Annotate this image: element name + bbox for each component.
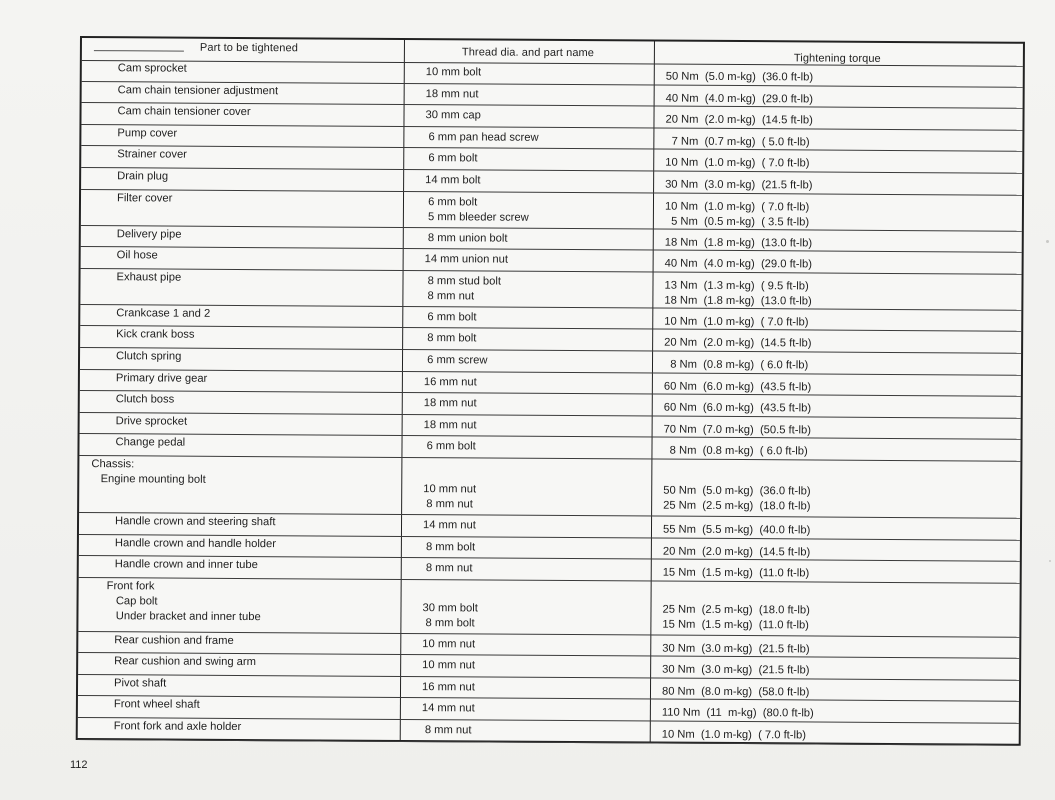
- part-text: Strainer cover: [117, 148, 187, 162]
- thread-text: 8 mm nut: [422, 562, 473, 575]
- torque-text: 10 Nm (1.0 m-kg) ( 7.0 ft-lb): [664, 315, 809, 329]
- part-cell: [116, 391, 175, 407]
- part-text: Handle crown and handle holder: [114, 536, 277, 550]
- torque-text: 20 Nm (2.0 m-kg) (14.5 ft-lb): [665, 113, 813, 127]
- torque-text: 8 Nm (0.8 m-kg) ( 6.0 ft-lb): [663, 444, 808, 458]
- torque-text: 55 Nm (5.5 m-kg) (40.0 ft-lb): [662, 523, 811, 537]
- torque-text: 15 Nm (1.5 m-kg) (11.0 ft-lb): [662, 618, 809, 632]
- thread-text: 14 mm nut: [421, 702, 475, 715]
- part-cell: [116, 327, 194, 343]
- thread-text: 10 mm nut: [422, 637, 476, 651]
- torque-table: [76, 36, 1025, 746]
- part-cell: [116, 370, 207, 387]
- part-cell: [115, 535, 276, 552]
- thread-cell: [422, 634, 475, 652]
- torque-text: 13 Nm (1.3 m-kg) ( 9.5 ft-lb): [664, 279, 809, 293]
- torque-cell: [665, 229, 812, 251]
- part-cell: [114, 632, 234, 649]
- torque-cell: [662, 678, 809, 700]
- table-row: [78, 578, 1019, 638]
- part-text: Crankcase 1 and 2: [116, 306, 211, 320]
- torque-cell: [662, 635, 809, 657]
- thread-text: 30 mm cap: [425, 109, 481, 122]
- part-text: Front fork and axle holder: [113, 720, 242, 734]
- part-text: Handle crown and steering shaft: [115, 515, 276, 529]
- part-text: Oil hose: [116, 249, 158, 262]
- torque-text: 20 Nm (2.0 m-kg) (14.5 ft-lb): [664, 336, 812, 350]
- torque-cell: [663, 538, 810, 560]
- part-text: Drain plug: [117, 170, 169, 183]
- thread-text: 14 mm nut: [422, 519, 476, 532]
- thread-text: 6 mm pan head screw: [425, 130, 539, 144]
- torque-cell: [666, 64, 813, 86]
- part-text: Pump cover: [117, 127, 178, 140]
- header-part: Part to be tightened: [199, 41, 298, 55]
- table-body: [78, 60, 1023, 745]
- thread-cell: [424, 307, 476, 325]
- torque-cell: [664, 416, 811, 438]
- part-cell: [116, 348, 181, 364]
- torque-text: 25 Nm (2.5 m-kg) (18.0 ft-lb): [662, 603, 810, 617]
- thread-cell: [425, 105, 480, 123]
- thread-cell: [422, 655, 475, 673]
- thread-text: 8 mm nut: [424, 289, 475, 303]
- torque-text: 30 Nm (3.0 m-kg) (21.5 ft-lb): [662, 663, 810, 677]
- part-text: Delivery pipe: [116, 227, 182, 241]
- part-cell: [116, 413, 188, 429]
- torque-text: 10 Nm (1.0 m-kg) ( 7.0 ft-lb): [664, 200, 810, 214]
- part-cell: [117, 247, 158, 263]
- thread-text: 5 mm bleeder screw: [424, 210, 529, 224]
- thread-text: 10 mm nut: [423, 483, 477, 496]
- part-text: Filter cover: [116, 191, 173, 205]
- torque-cell: [662, 657, 809, 679]
- thread-cell: [423, 558, 473, 576]
- part-cell: [118, 82, 279, 99]
- torque-text: 110 Nm (11 m-kg) (80.0 ft-lb): [661, 707, 814, 720]
- part-cell: [114, 718, 242, 735]
- thread-text: 10 mm nut: [422, 659, 476, 672]
- part-cell: [117, 168, 168, 184]
- torque-text: 18 Nm (1.8 m-kg) (13.0 ft-lb): [664, 236, 813, 250]
- thread-cell: [425, 170, 480, 188]
- torque-text: 25 Nm (2.5 m-kg) (18.0 ft-lb): [663, 499, 811, 513]
- part-cell: [91, 456, 206, 488]
- part-text: Kick crank boss: [116, 328, 195, 342]
- part-text: Pivot shaft: [114, 677, 167, 690]
- part-cell: [117, 147, 187, 163]
- torque-text: 7 Nm (0.7 m-kg) ( 5.0 ft-lb): [665, 135, 810, 149]
- thread-cell: [422, 677, 475, 695]
- part-cell: [117, 125, 177, 141]
- thread-cell: [426, 84, 479, 102]
- torque-text: 5 Nm (0.5 m-kg) ( 3.5 ft-lb): [664, 215, 810, 229]
- part-cell: [117, 103, 250, 120]
- torque-cell: [664, 352, 808, 374]
- part-text: Chassis:: [91, 457, 135, 471]
- torque-cell: [664, 330, 811, 352]
- thread-cell: [424, 271, 501, 304]
- part-text: Cam chain tensioner cover: [117, 105, 251, 119]
- torque-cell: [663, 560, 810, 582]
- torque-cell: [662, 722, 806, 744]
- thread-cell: [424, 415, 477, 433]
- thread-text: 8 mm stud bolt: [424, 274, 502, 288]
- header-thread: Thread dia. and part name: [461, 46, 595, 60]
- thread-text: 14 mm bolt: [425, 174, 481, 187]
- table-row: [80, 269, 1021, 311]
- torque-text: 70 Nm (7.0 m-kg) (50.5 ft-lb): [663, 423, 811, 437]
- torque-text: 8 Nm (0.8 m-kg) ( 6.0 ft-lb): [663, 358, 809, 372]
- part-text: Change pedal: [115, 436, 186, 449]
- part-cell: [115, 513, 276, 530]
- torque-cell: [664, 272, 812, 309]
- thread-cell: [425, 228, 508, 247]
- part-cell: [114, 697, 200, 714]
- thread-text: 16 mm nut: [421, 680, 475, 694]
- part-cell: [114, 654, 256, 671]
- torque-text: 18 Nm (1.8 m-kg) (13.0 ft-lb): [664, 294, 812, 308]
- part-cell: [115, 435, 185, 451]
- thread-text: 14 mm union nut: [424, 253, 509, 266]
- thread-cell: [425, 192, 529, 226]
- thread-text: 8 mm nut: [421, 724, 472, 737]
- torque-cell: [665, 251, 812, 273]
- torque-text: 50 Nm (5.0 m-kg) (36.0 ft-lb): [665, 70, 814, 84]
- thread-text: 18 mm nut: [425, 87, 479, 101]
- torque-cell: [663, 516, 810, 538]
- torque-text: 50 Nm (5.0 m-kg) (36.0 ft-lb): [663, 484, 811, 498]
- paper-speck: [1049, 560, 1051, 562]
- torque-text: 30 Nm (3.0 m-kg) (21.5 ft-lb): [665, 178, 813, 192]
- thread-cell: [423, 436, 475, 454]
- torque-text: 40 Nm (4.0 m-kg) (29.0 ft-lb): [665, 92, 814, 106]
- thread-text: 18 mm nut: [423, 418, 477, 432]
- part-cell: [117, 190, 172, 206]
- table-row: [81, 190, 1022, 232]
- part-text: Clutch spring: [116, 350, 182, 363]
- part-cell: [118, 60, 187, 76]
- torque-text: 60 Nm (6.0 m-kg) (43.5 ft-lb): [663, 380, 812, 394]
- torque-text: 10 Nm (1.0 m-kg) ( 7.0 ft-lb): [665, 156, 810, 170]
- torque-text: 10 Nm (1.0 m-kg) ( 7.0 ft-lb): [661, 728, 807, 742]
- thread-cell: [424, 393, 477, 411]
- part-cell: [115, 556, 258, 573]
- part-text: Rear cushion and frame: [114, 633, 234, 647]
- thread-cell: [423, 479, 476, 514]
- thread-cell: [424, 328, 476, 346]
- thread-text: 6 mm bolt: [423, 440, 476, 453]
- thread-text: 8 mm bolt: [422, 540, 476, 553]
- part-cell: [106, 578, 261, 625]
- torque-cell: [665, 128, 809, 150]
- thread-text: 6 mm bolt: [424, 195, 478, 208]
- part-text: Cam chain tensioner adjustment: [117, 83, 279, 97]
- thread-cell: [426, 62, 481, 80]
- thread-cell: [424, 372, 477, 390]
- torque-cell: [666, 85, 813, 107]
- torque-cell: [663, 477, 811, 516]
- thread-cell: [422, 598, 478, 633]
- thread-text: 6 mm bolt: [424, 310, 477, 324]
- part-cell: [114, 675, 166, 691]
- thread-text: 18 mm nut: [423, 397, 477, 410]
- thread-cell: [422, 699, 475, 717]
- part-cell: [116, 269, 181, 285]
- torque-cell: [662, 596, 810, 635]
- thread-cell: [425, 148, 477, 166]
- paper-speck: [1046, 240, 1049, 243]
- torque-text: 40 Nm (4.0 m-kg) (29.0 ft-lb): [664, 257, 812, 271]
- torque-cell: [662, 700, 814, 722]
- torque-cell: [665, 193, 809, 230]
- torque-text: 20 Nm (2.0 m-kg) (14.5 ft-lb): [662, 545, 811, 558]
- part-text: Clutch boss: [115, 393, 175, 406]
- thread-cell: [423, 515, 476, 533]
- table-row: [78, 718, 1019, 745]
- part-text: Engine mounting bolt: [91, 472, 206, 486]
- part-text: Primary drive gear: [115, 371, 208, 385]
- part-text: Cap bolt: [106, 594, 158, 608]
- thread-cell: [424, 350, 488, 368]
- torque-text: 30 Nm (3.0 m-kg) (21.5 ft-lb): [662, 642, 810, 656]
- part-text: Drive sprocket: [115, 414, 188, 428]
- part-text: Front wheel shaft: [113, 698, 200, 712]
- thread-text: 30 mm bolt: [422, 601, 478, 615]
- page-number: 112: [70, 759, 88, 771]
- part-text: Cam sprocket: [117, 62, 187, 75]
- thread-text: 6 mm bolt: [425, 152, 478, 165]
- torque-text: 80 Nm (8.0 m-kg) (58.0 ft-lb): [661, 685, 810, 699]
- part-text: Exhaust pipe: [116, 270, 182, 284]
- part-text: Handle crown and inner tube: [114, 558, 258, 572]
- thread-cell: [425, 127, 538, 146]
- thread-text: 8 mm bolt: [422, 616, 475, 630]
- part-cell: [116, 305, 210, 322]
- torque-cell: [664, 395, 811, 417]
- part-text: Front fork: [106, 579, 155, 593]
- thread-cell: [425, 249, 508, 268]
- header-dash: [94, 50, 184, 52]
- part-cell: [117, 226, 182, 242]
- torque-cell: [664, 373, 811, 395]
- torque-cell: [665, 172, 812, 194]
- torque-cell: [664, 308, 808, 330]
- torque-text: 60 Nm (6.0 m-kg) (43.5 ft-lb): [663, 401, 812, 415]
- thread-text: 8 mm bolt: [424, 332, 477, 345]
- torque-text: 15 Nm (1.5 m-kg) (11.0 ft-lb): [662, 566, 810, 580]
- thread-text: 8 mm nut: [423, 498, 473, 511]
- thread-text: 6 mm screw: [423, 354, 488, 367]
- torque-cell: [665, 150, 809, 172]
- thread-cell: [422, 720, 472, 738]
- thread-text: 10 mm bolt: [425, 66, 482, 79]
- thread-text: 8 mm union bolt: [424, 231, 508, 245]
- torque-cell: [665, 107, 812, 129]
- part-text: Rear cushion and swing arm: [114, 655, 256, 669]
- thread-text: 16 mm nut: [423, 375, 477, 388]
- thread-cell: [423, 537, 475, 555]
- part-text: Under bracket and inner tube: [106, 609, 261, 623]
- torque-cell: [663, 438, 807, 460]
- table-row: [79, 456, 1020, 519]
- header-torque: Tightening torque: [793, 52, 881, 65]
